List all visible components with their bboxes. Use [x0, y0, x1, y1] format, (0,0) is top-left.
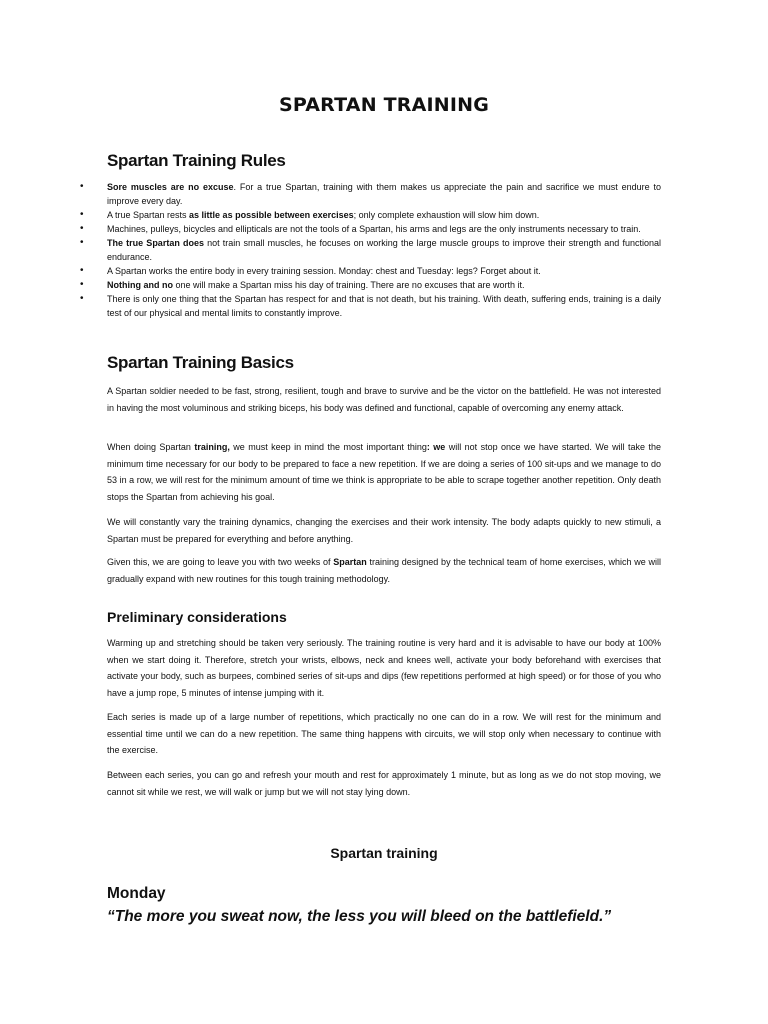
- preliminary-paragraph-1: Warming up and stretching should be taken very seriously. The training routine is very hard and it is advisable to have our body at 100% when we start doing it. Therefore, stretch your wrists, elbows, neck and knees well, activate your body beforehand with exercises that activate your body, such as burpees, combined series of sit-ups and dips (few repetitions performed at high speed) or for those of you who have a jump rope, 5 minutes of intense jumping with it.: [107, 638, 661, 698]
- rules-list: [80, 180, 661, 320]
- rule-item-3: • Machines, pulleys, bicycles and ellipticals are not the tools of a Spartan, his arms and legs are the only instruments necessary to train.: [80, 223, 641, 234]
- bullet-icon: •: [80, 293, 84, 304]
- bullet-icon: •: [80, 237, 84, 248]
- rule-item-2: • A true Spartan rests as little as possible between exercises; only complete exhaustion will slow him down.: [80, 209, 540, 220]
- day-heading: Monday: [107, 885, 166, 902]
- preliminary-paragraph-3: Between each series, you can go and refresh your mouth and rest for approximately 1 minute, but as long as we do not stop moving, we cannot sit while we rest, we will walk or jump but we will not stay lying down.: [107, 770, 661, 797]
- rule-item-5: • A Spartan works the entire body in every training session. Monday: chest and Tuesday: legs? Forget about it.: [80, 265, 541, 276]
- bullet-icon: •: [80, 181, 84, 192]
- basics-paragraph-3: We will constantly vary the training dynamics, changing the exercises and their work intensity. The body adapts quickly to new stimuli, a Spartan must be prepared for everything and before anything.: [107, 517, 661, 544]
- rules-heading: Spartan Training Rules: [107, 151, 286, 170]
- basics-paragraph-4: Given this, we are going to leave you with two weeks of Spartan training designed by the technical team of home exercises, which we will gradually expand with new routines for this tough training methodology.: [107, 557, 661, 584]
- day-quote: “The more you sweat now, the less you will bleed on the battlefield.”: [107, 908, 612, 925]
- bullet-icon: •: [80, 223, 84, 234]
- preliminary-heading: Preliminary considerations: [107, 609, 287, 625]
- bullet-icon: •: [80, 265, 84, 276]
- bullet-icon: •: [80, 209, 84, 220]
- training-heading: Spartan training: [330, 845, 438, 861]
- basics-heading: Spartan Training Basics: [107, 353, 294, 372]
- rule-item-1: • Sore muscles are no excuse. For a true Spartan, training with them makes us appreciate the pain and sacrifice we must endure to improve every day.: [80, 181, 661, 206]
- rule-item-4: • The true Spartan does not train small muscles, he focuses on working the large muscle groups to improve their strength and functional endurance.: [80, 237, 661, 262]
- basics-paragraph-1: A Spartan soldier needed to be fast, strong, resilient, tough and brave to survive and be the victor on the battlefield. He was not interested in having the most voluminous and striking biceps, his body was defined and functional, capable of overcoming any enemy attack.: [107, 386, 661, 413]
- bullet-icon: •: [80, 279, 84, 290]
- document-title: SPARTAN TRAINING: [278, 94, 490, 116]
- rule-item-6: • Nothing and no one will make a Spartan miss his day of training. There are no excuses that are worth it.: [80, 279, 525, 290]
- basics-paragraph-2: When doing Spartan training, we must keep in mind the most important thing: we will not stop once we have started. We will take the minimum time necessary for our body to be prepared to face a new repetition. If we are doing a series of 100 sit-ups and we manage to do 53 in a row, we will rest for the minimum amount of time we think is appropriate to be able to scrape together another repetition. Only death stops the Spartan from achieving his goal.: [107, 442, 661, 502]
- rule-item-7: • There is only one thing that the Spartan has respect for and that is not death, but his training. With death, suffering ends, training is a daily test of our physical and mental limits to constantly improve.: [80, 293, 661, 318]
- preliminary-paragraph-2: Each series is made up of a large number of repetitions, which practically no one can do in a row. We will rest for the minimum and essential time until we can do a new repetition. The same thing happens with circuits, we will stop only when necessary to continue with the exercise.: [107, 712, 661, 755]
